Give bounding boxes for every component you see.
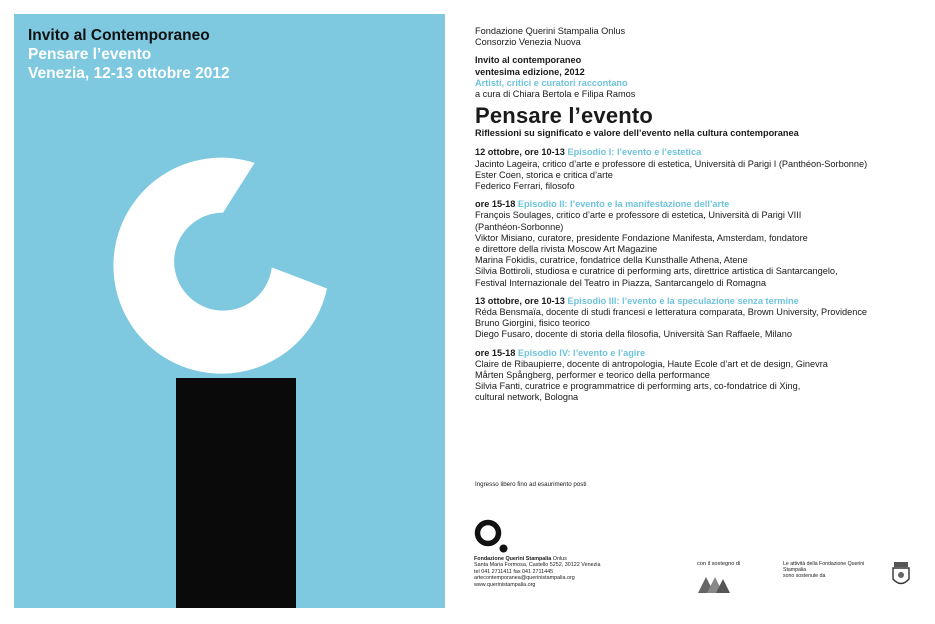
program-column (475, 26, 925, 411)
series-curators: a cura di Chiara Bertola e Filipa Ramos (475, 89, 636, 100)
speaker-line: e direttore della rivista Moscow Art Magazine (475, 244, 658, 255)
speaker-line: Diego Fusaro, docente di storia della filosofia, Università San Raffaele, Milano (475, 329, 792, 340)
organizer-1: Fondazione Querini Stampalia Onlus (475, 26, 626, 36)
episode-4 (475, 348, 925, 404)
poster-title-line1: Invito al Contemporaneo (28, 27, 210, 44)
poster-title-line3: Venezia, 12-13 ottobre 2012 (28, 65, 230, 82)
episode-name: Episodio II: l’evento e la manifestazione dell’arte (517, 199, 730, 210)
speaker-line: Viktor Misiano, curatore, presidente Fondazione Manifesta, Amsterdam, fondatore (475, 232, 808, 243)
main-subtitle: Riflessioni su significato e valore dell’evento nella cultura contemporanea (475, 128, 799, 139)
episode-name: Episodio III: l’evento e la speculazione senza termine (567, 295, 799, 306)
activities-note (783, 561, 883, 580)
episode-time: ore 15-18 (475, 347, 516, 358)
c-ring-shape (113, 158, 327, 374)
activities-line2: sono sostenute da (783, 573, 826, 580)
sponsor-logo-icon (697, 573, 731, 595)
speaker-line: Jacinto Lageira, critico d’arte e professore di estetica, Università di Parigi I (Panthéon-Sorbonne) (475, 158, 868, 169)
speaker-line: Silvia Bottiroli, studiosa e curatrice di performing arts, direttrice artistica di Santarcangelo, (475, 266, 838, 277)
speaker-line: Federico Ferrari, filosofo (475, 181, 575, 192)
poster-title (28, 26, 230, 83)
foundation-phone: tel 041 2711411 fax 041 2711445 (474, 568, 554, 575)
episode-3 (475, 296, 925, 341)
episode-name: Episodio I: l’evento e l’estetica (567, 147, 702, 158)
episode-heading (475, 199, 925, 210)
speaker-line: Bruno Giorgini, fisico teorico (475, 318, 590, 329)
speaker-line: (Panthéon-Sorbonne) (475, 221, 564, 232)
speaker-line: François Soulages, critico d’arte e professore di estetica, Università di Parigi VIII (475, 210, 802, 221)
episode-heading (475, 348, 925, 359)
episode-2 (475, 199, 925, 289)
foundation-contact (474, 556, 624, 588)
organizers (475, 26, 925, 48)
episode-name: Episodio IV: l’evento e l’agire (517, 347, 646, 358)
entry-note: Ingresso libero fino ad esaurimento posti (475, 481, 587, 488)
series-tagline: Artisti, critici e curatori raccontano (475, 77, 628, 88)
series-info (475, 55, 925, 100)
foundation-email[interactable]: artecontemporanea@querinistampalia.org (474, 575, 575, 582)
episode-time: 13 ottobre, ore 10-13 (475, 295, 565, 306)
foundation-address: Santa Maria Formosa, Castello 5252, 30122 Venezia (474, 562, 601, 569)
speaker-line: Marina Fokidis, curatrice, fondatrice della Kunsthalle Athena, Atene (475, 255, 748, 266)
foundation-name: Fondazione Querini Stampalia (474, 556, 552, 562)
series-name: Invito al contemporaneo (475, 55, 582, 66)
support-label: con il sostegno di (697, 561, 741, 567)
episode-1 (475, 147, 925, 192)
querini-logo-icon (474, 519, 510, 555)
organizer-2: Consorzio Venezia Nuova (475, 37, 581, 48)
main-title: Pensare l’evento (475, 103, 654, 129)
speaker-line: Silvia Fanti, curatrice e programmatrice di performing arts, co-fondatrice di Xing, (475, 381, 801, 392)
speaker-line: cultural network, Bologna (475, 392, 579, 403)
black-pillar-shape (176, 378, 296, 608)
poster-panel (14, 14, 445, 608)
crest-icon (891, 561, 911, 589)
foundation-website[interactable]: www.querinistampalia.org (474, 581, 536, 588)
speaker-line: Mårten Spångberg, performer e teorico della performance (475, 370, 710, 381)
poster-graphic (14, 14, 445, 608)
foundation-suffix: Onlus (552, 556, 567, 562)
episode-heading (475, 296, 925, 307)
poster-title-line2: Pensare l’evento (28, 46, 152, 63)
series-edition: ventesima edizione, 2012 (475, 66, 585, 77)
speaker-line: Ester Coen, storica e critica d’arte (475, 169, 613, 180)
episode-time: 12 ottobre, ore 10-13 (475, 147, 565, 158)
speaker-line: Festival Internazionale del Teatro in Piazza, Santarcangelo di Romagna (475, 277, 766, 288)
episode-heading (475, 147, 925, 158)
activities-line1: Le attività della Fondazione Querini Stampalia (783, 561, 865, 574)
speaker-line: Claire de Ribaupierre, docente di antropologia, Haute Ecole d’art et de design, Ginevra (475, 358, 828, 369)
episode-time: ore 15-18 (475, 199, 516, 210)
speaker-line: Réda Bensmaïa, docente di studi francesi e letteratura comparata, Brown University, Providence (475, 307, 868, 318)
